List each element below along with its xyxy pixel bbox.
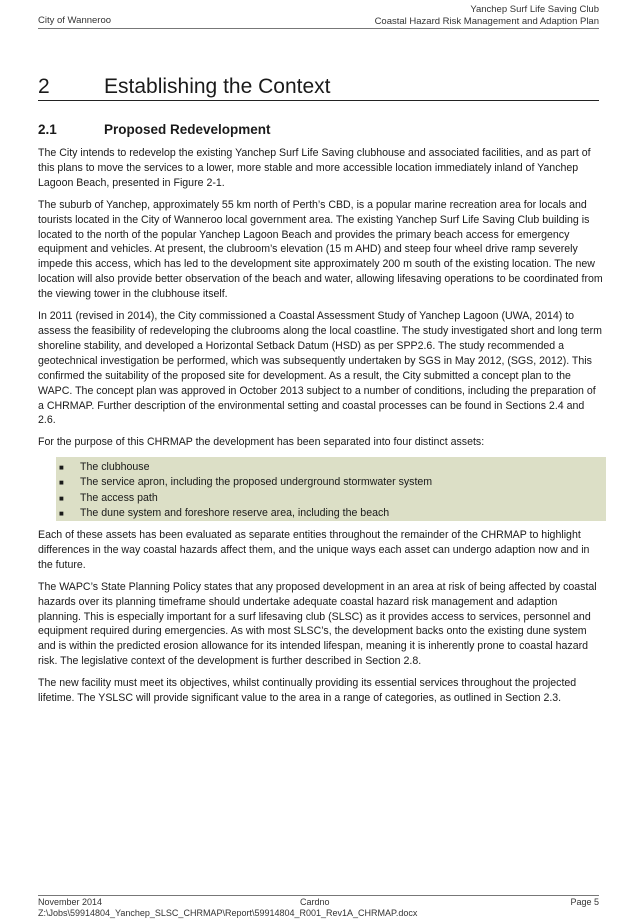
section-number: 2 xyxy=(38,75,50,98)
paragraph: The new facility must meet its objectives, whilst continually providing its essential services throughout the projected lifetime. The YSLSC will provide significant value to the area in a range of categories, as outlined in Section 2.3. xyxy=(38,677,577,705)
header-client-name: City of Wanneroo xyxy=(38,15,112,26)
header-org-name: Yanchep Surf Life Saving Club xyxy=(470,4,599,15)
subsection-title: Proposed Redevelopment xyxy=(104,122,271,137)
section-heading xyxy=(38,73,599,101)
asset-list-item: ■ The dune system and foreshore reserve area, including the beach xyxy=(56,506,606,521)
asset-list-item: ■ The clubhouse xyxy=(56,460,606,475)
subsection-number: 2.1 xyxy=(38,122,57,137)
header-divider xyxy=(38,28,599,29)
footer-company: Cardno xyxy=(300,897,330,907)
paragraph: For the purpose of this CHRMAP the development has been separated into four distinct assets: xyxy=(38,436,485,449)
bullet-square-icon: ■ xyxy=(59,463,64,473)
bullet-square-icon: ■ xyxy=(59,493,64,503)
paragraph: In 2011 (revised in 2014), the City commissioned a Coastal Assessment Study of Yanchep Lagoon (UWA, 2014) to assess the feasibility of redeveloping the clubrooms along the local coastline. The study investigated short and long term shoreline stability, and developed a Horizontal Setback Datum (HSD) as per SPP2.6. The study recommended a geotechnical investigation be performed, which was subsequently undertaken by SGS in May 2012, (SGS, 2012). This confirmed the suitability of the proposed site for development. As a result, the City submitted a concept plan to the WAPC. The concept plan was approved in October 2013 subject to a number of conditions, including the preparation of a CHRMAP. Further description of the environmental setting and coastal processes can be found in Sections 2.4 and 2.6. xyxy=(38,310,602,427)
paragraph: Each of these assets has been evaluated as separate entities throughout the remainder of the CHRMAP to highlight differences in the way coastal hazards affect them, and the unique ways each asset can undergo adaption now and in the future. xyxy=(38,529,590,571)
footer-file-path: Z:\Jobs\59914804_Yanchep_SLSC_CHRMAP\Report\59914804_R001_Rev1A_CHRMAP.docx xyxy=(38,908,418,918)
header-document-title: Coastal Hazard Risk Management and Adaption Plan xyxy=(374,15,599,27)
asset-list xyxy=(56,457,606,521)
section-title: Establishing the Context xyxy=(104,75,331,98)
bullet-square-icon: ■ xyxy=(59,478,64,488)
paragraph: The suburb of Yanchep, approximately 55 km north of Perth’s CBD, is a popular marine recreation area for locals and tourists located in the City of Wanneroo local government area. The existing Yanchep Surf Life Saving Club building is located to the north of the popular Yanchep Lagoon Beach and provides the primary beach access for emergency equipment and vehicles. At present, the clubroom’s elevation (15 m AHD) and steep four wheel drive ramp severely impede this access, which has led to the development site approximately 200 m south of the existing location. The new location will also provide better observation of the beach and water, allowing lifesaving operations to be coordinated from the viewing tower in the clubhouse itself. xyxy=(38,198,603,301)
body-text xyxy=(38,146,603,713)
page-number: Page 5 xyxy=(570,897,599,907)
footer-divider xyxy=(38,895,599,896)
asset-list-item: ■ The access path xyxy=(56,491,606,506)
bullet-square-icon: ■ xyxy=(59,508,64,518)
asset-list-item: ■ The service apron, including the proposed underground stormwater system xyxy=(56,475,606,490)
footer-date: November 2014 xyxy=(38,897,103,907)
paragraph: The City intends to redevelop the existing Yanchep Surf Life Saving clubhouse and associated facilities, and as part of this plans to move the services to a lower, more stable and more accessible location immediately inland of Yanchep Lagoon Beach, presented in Figure 2-1. xyxy=(38,147,591,189)
paragraph: The WAPC’s State Planning Policy states that any proposed development in an area at risk of being affected by coastal hazards over its planning timeframe should undertake adequate coastal hazard risk management and adaption planning. This is especially important for a surf lifesaving club (SLSC) as it provides access to services, personnel and equipment required during emergencies. As with most SLSC’s, the development backs onto the existing dune system and is within the predicted erosion allowance for its intended lifespan, meaning it is inherently prone to coastal hazard risk. The legislative context of the development is further described in Section 2.8. xyxy=(38,580,597,668)
running-header-right xyxy=(375,4,599,27)
